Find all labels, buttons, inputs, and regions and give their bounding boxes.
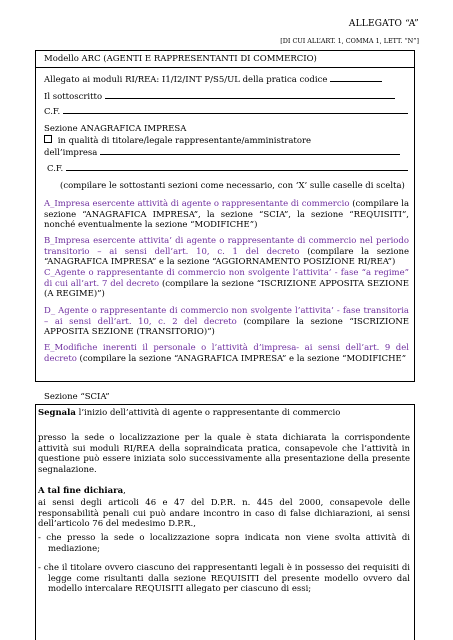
- option-c[interactable]: [44, 268, 409, 300]
- instruction-text: (compilare le sottostanti sezioni come necessario, con ‘X’ sulle caselle di scelta): [60, 181, 405, 191]
- dichiara-item-1: [38, 498, 410, 530]
- dichiara-item-1-text: ai sensi degli articoli 46 e 47 del D.P.R. n. 445 del 2000, consapevole delle responsabilità penali cui può andare incontro in caso di false dichiarazioni, ai sensi dell’articolo 76 del medesimo D.P.R.,: [38, 498, 410, 529]
- option-e[interactable]: [44, 343, 409, 364]
- impresa-field[interactable]: [100, 146, 400, 155]
- sottoscritto-field[interactable]: [105, 90, 395, 99]
- dichiara-item-3: [38, 563, 410, 595]
- cf-label-2: C.F.: [47, 164, 64, 174]
- option-c-title: C_Agente o rappresentante di commercio non svolgente l’attivita’ - fase “a regime” di cui all’art. 7 del decreto: [44, 268, 409, 289]
- option-b[interactable]: [44, 236, 409, 268]
- qualita-checkbox[interactable]: [44, 135, 52, 143]
- option-b-title: B_Impresa esercente attivita’ di agente o rappresentante di commercio nel periodo transitorio – ai sensi dell’art. 10, c. 1 del decreto: [44, 236, 409, 257]
- segnala-bold: Segnala: [38, 408, 76, 418]
- option-a-text: (compilare la sezione “ANAGRAFICA IMPRESA”, la sezione “SCIA”, la sezione “REQUISITI”, nonché eventualmente la sezione “MODIFICHE”): [44, 199, 410, 230]
- segnala-line: [38, 408, 408, 419]
- codice-pratica-field[interactable]: [330, 73, 382, 82]
- qualita-text: in qualità di titolare/legale rappresentante/amministratore: [57, 136, 312, 146]
- cf-line-2: [47, 162, 417, 175]
- option-d-text: (compilare la sezione “ISCRIZIONE APPOSITA SEZIONE (TRANSITORIO)”): [44, 316, 409, 337]
- dichiara-item-3-text: - che il titolare ovvero ciascuno dei rappresentanti legali è in possesso dei requisiti di legge come risultanti dalla sezione REQUISITI del presente modello ovvero dal modello intercalare REQUISITI allegato per ciascuno di essi;: [38, 563, 410, 594]
- option-c-text: (compilare la sezione “ISCRIZIONE APPOSITA SEZIONE (A REGIME)”): [44, 278, 409, 299]
- impresa-label: dell’impresa: [44, 148, 98, 158]
- cf-field-2[interactable]: [66, 162, 408, 171]
- qualita-line: [44, 135, 414, 147]
- option-a[interactable]: [44, 199, 409, 231]
- sezione-anagrafica-title: Sezione ANAGRAFICA IMPRESA: [44, 124, 187, 134]
- option-a-title: A_Impresa esercente attività di agente o rappresentante di commercio: [44, 199, 350, 209]
- allegato-line-text: Allegato ai moduli RI/REA: I1/I2/INT P/S5/UL della pratica codice: [44, 75, 328, 85]
- cf-label-1: C.F.: [44, 107, 61, 117]
- option-d-title: D_ Agente o rappresentante di commercio non svolgente l’attivita’ - fase transitoria – ai sensi dell’art. 10, c. 2 del decreto: [44, 306, 409, 327]
- dichiara-bold: A tal fine dichiara: [38, 486, 124, 496]
- presso-paragraph: presso la sede o localizzazione per la quale è stata dichiarata la corrispondente attività sui moduli RI/REA della sopraindicata pratica, consapevole che l’attività in questione può essere iniziata solo successivamente alla presentazione della presente segnalazione.: [38, 433, 410, 475]
- option-e-title: E_Modifiche inerenti il personale o l’attività d’impresa- ai sensi dell’art. 9 del decreto: [44, 343, 409, 364]
- option-d[interactable]: [44, 306, 409, 338]
- form-title: Modello ARC (AGENTI E RAPPRESENTANTI DI COMMERCIO): [44, 54, 317, 64]
- dichiara-colon: ,: [123, 486, 126, 496]
- sottoscritto-label: Il sottoscritto: [44, 92, 103, 102]
- dichiara-line: [38, 486, 408, 497]
- option-b-text: (compilare la sezione “ANAGRAFICA IMPRESA” e la sezione “AGGIORNAMENTO POSIZIONE RI/REA”): [44, 246, 409, 267]
- dichiara-item-2: [38, 533, 410, 554]
- segnala-text: l’inizio dell’attività di agente o rappresentante di commercio: [75, 408, 341, 418]
- allegato-reference: [DI CUI ALL’ART. 1, COMMA 1, LETT. “N”]: [280, 37, 419, 45]
- allegato-line: [44, 73, 414, 86]
- allegato-label: ALLEGATO “A”: [348, 19, 419, 29]
- cf-line-1: [44, 105, 414, 118]
- sezione-scia-title: Sezione “SCIA”: [44, 392, 110, 402]
- impresa-line: [44, 146, 414, 159]
- option-e-text: (compilare la sezione “ANAGRAFICA IMPRESA” e la sezione “MODIFICHE”: [76, 353, 407, 364]
- cf-field-1[interactable]: [63, 105, 408, 114]
- sottoscritto-line: [44, 90, 414, 103]
- dichiara-item-2-text: - che presso la sede o localizzazione sopra indicata non viene svolta attività di mediazione;: [38, 533, 410, 554]
